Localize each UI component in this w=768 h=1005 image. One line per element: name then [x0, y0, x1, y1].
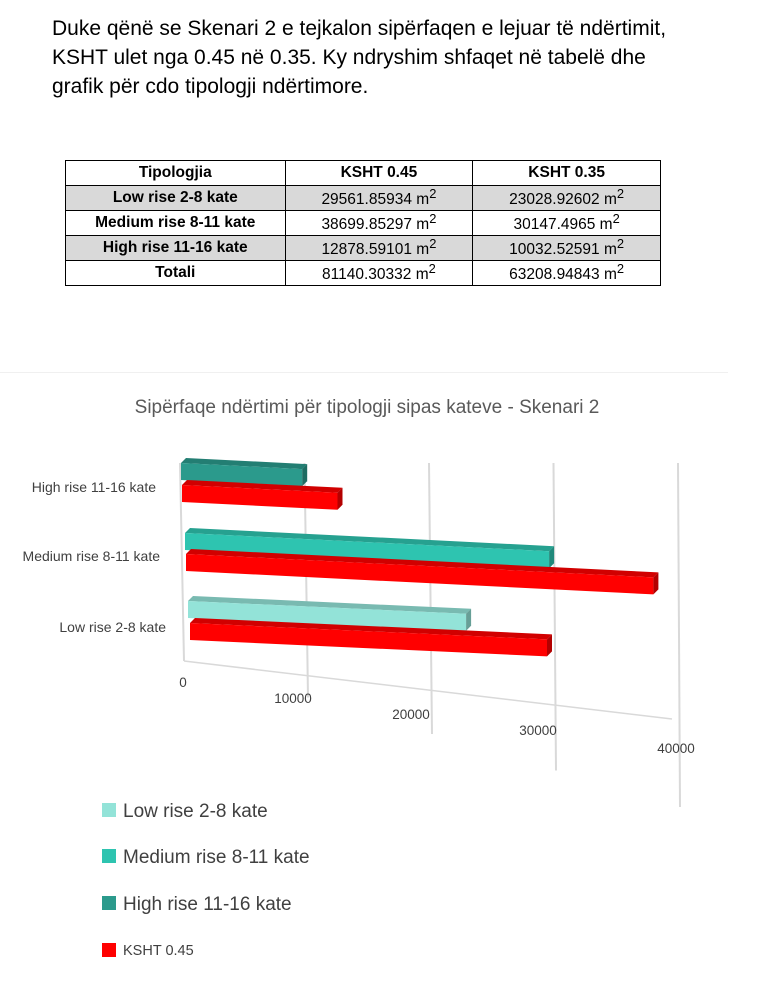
x-tick-label: 40000 — [657, 741, 695, 756]
table-row — [66, 236, 661, 261]
table-header-row — [66, 161, 661, 186]
table-cell: 10032.52591 $m^2$ — [473, 236, 661, 261]
table-header-cell: KSHT 0.35 — [473, 161, 661, 186]
table-cell: 81140.30332 $m^2$ — [285, 261, 473, 286]
table-cell: 29561.85934 $m^2$ — [285, 186, 473, 211]
legend-swatch — [102, 896, 116, 910]
y-category-label: Medium rise 8-11 kate — [22, 548, 160, 564]
legend-swatch — [102, 849, 116, 863]
row-label: High rise 11-16 kate — [66, 236, 286, 261]
x-tick-label: 30000 — [519, 723, 557, 738]
table-row — [66, 261, 661, 286]
x-tick-label: 20000 — [392, 707, 430, 722]
legend-label: KSHT 0.45 — [123, 943, 194, 959]
table-row — [66, 186, 661, 211]
table-row — [66, 211, 661, 236]
row-label: Low rise 2-8 kate — [66, 186, 286, 211]
row-label: Medium rise 8-11 kate — [66, 211, 286, 236]
table-cell: 30147.4965 $m^2$ — [473, 211, 661, 236]
legend-label: Low rise 2-8 kate — [123, 801, 268, 822]
table-cell: 23028.92602 $m^2$ — [473, 186, 661, 211]
chart-title: Sipërfaqe ndërtimi për tipologji sipas kateve - Skenari 2 — [134, 397, 600, 418]
y-category-label: High rise 11-16 kate — [31, 479, 156, 495]
intro-line: Duke qënë se Skenari 2 e tejkalon sipërfaqen e lejuar të ndërtimit, — [52, 17, 667, 40]
legend-label: High rise 11-16 kate — [123, 894, 292, 915]
table-cell: 63208.94843 $m^2$ — [473, 261, 661, 286]
legend-label: Medium rise 8-11 kate — [123, 847, 310, 868]
table-header-cell: KSHT 0.45 — [285, 161, 473, 186]
chart-container — [0, 372, 728, 1000]
intro-paragraph — [52, 14, 752, 101]
row-label: Totali — [66, 261, 286, 286]
legend-swatch — [102, 943, 116, 957]
gridline — [429, 463, 432, 734]
bar-chart — [0, 373, 728, 1000]
intro-line: grafik për cdo tipologji ndërtimore. — [52, 75, 369, 98]
table-header-cell: Tipologjia — [66, 161, 286, 186]
table-cell: 12878.59101 $m^2$ — [285, 236, 473, 261]
intro-line: KSHT ulet nga 0.45 në 0.35. Ky ndryshim shfaqet në tabelë dhe — [52, 46, 646, 69]
table-cell: 38699.85297 $m^2$ — [285, 211, 473, 236]
x-tick-label: 0 — [179, 675, 187, 690]
area-table — [65, 160, 661, 286]
x-tick-label: 10000 — [274, 691, 312, 706]
y-category-label: Low rise 2-8 kate — [59, 619, 166, 635]
legend-swatch — [102, 803, 116, 817]
